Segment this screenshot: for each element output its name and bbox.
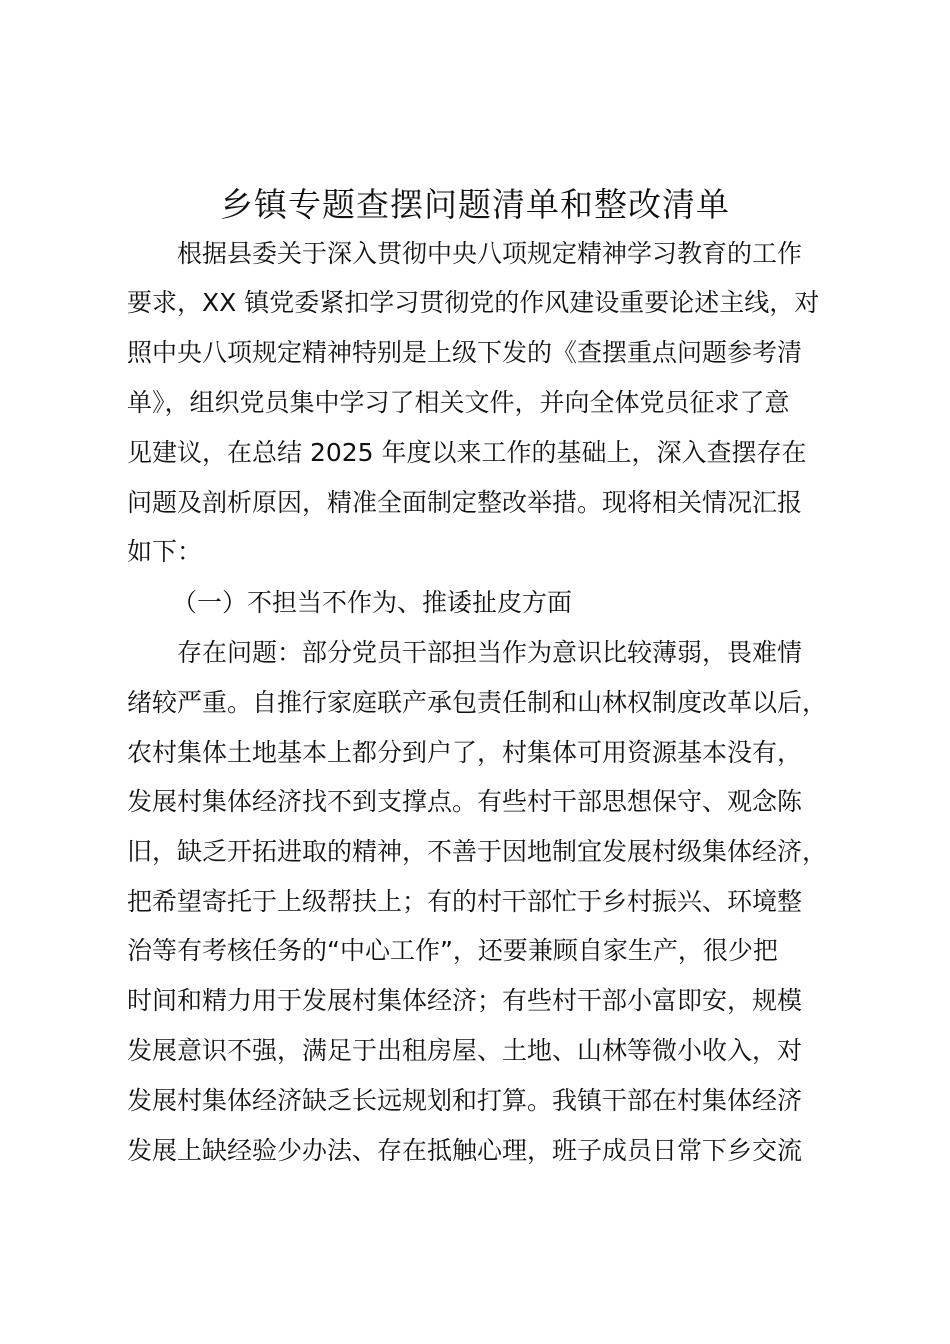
document-title: 乡镇专题查摆问题清单和整改清单	[220, 185, 730, 224]
paragraph-line: 绪较严重。自推行家庭联产承包责任制和山林权制度改革以后，	[127, 688, 828, 717]
paragraph-line: 农村集体土地基本上都分到户了，村集体可用资源基本没有，	[127, 738, 803, 767]
paragraph-line: 存在问题：部分党员干部担当作为意识比较薄弱，畏难情	[177, 638, 803, 667]
paragraph-line: 要求，XX 镇党委紧扣学习贯彻党的作风建设重要论述主线，对	[127, 288, 820, 317]
paragraph-line: 问题及剖析原因，精准全面制定整改举措。现将相关情况汇报	[127, 488, 803, 517]
paragraph-line: 把希望寄托于上级帮扶上；有的村干部忙于乡村振兴、环境整	[127, 887, 803, 916]
paragraph-line: 治等有考核任务的“中心工作”，还要兼顾自家生产，很少把	[127, 936, 778, 965]
paragraph-line: 照中央八项规定精神特别是上级下发的《查摆重点问题参考清	[127, 338, 803, 367]
paragraph-line: 见建议，在总结 2025 年度以来工作的基础上，深入查摆存在	[127, 438, 807, 467]
section-heading: （一）不担当不作为、推诿扯皮方面	[172, 588, 573, 617]
paragraph-line: 发展意识不强，满足于出租房屋、土地、山林等微小收入，对	[127, 1036, 803, 1065]
paragraph-line: 发展上缺经验少办法、存在抵触心理，班子成员日常下乡交流	[127, 1136, 803, 1165]
paragraph-line: 根据县委关于深入贯彻中央八项规定精神学习教育的工作	[177, 239, 803, 268]
paragraph-line: 发展村集体经济缺乏长远规划和打算。我镇干部在村集体经济	[127, 1086, 803, 1115]
paragraph-line: 单》，组织党员集中学习了相关文件，并向全体党员征求了意	[127, 388, 790, 417]
paragraph-line: 时间和精力用于发展村集体经济；有些村干部小富即安，规模	[127, 986, 803, 1015]
paragraph-line: 如下：	[127, 537, 203, 566]
paragraph-line: 旧，缺乏开拓进取的精神，不善于因地制宜发展村级集体经济，	[127, 837, 828, 866]
paragraph-line: 发展村集体经济找不到支撑点。有些村干部思想保守、观念陈	[127, 787, 803, 816]
